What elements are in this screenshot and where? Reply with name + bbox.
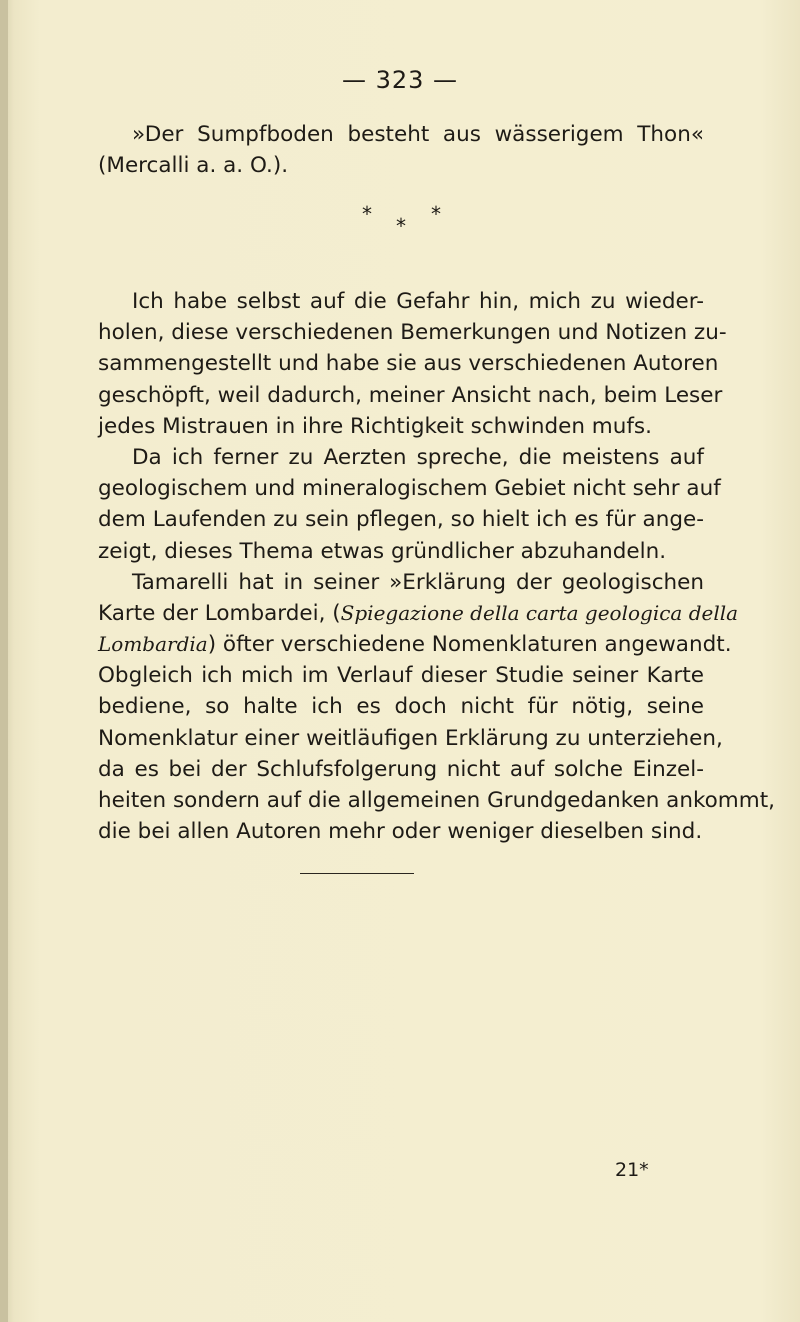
quote-line: (Mercalli a. a. O.). <box>98 153 289 179</box>
text-line: dem Laufenden zu sein pflegen, so hielt ich es für ange- <box>98 507 704 533</box>
body-text <box>98 286 775 847</box>
asterisk: * <box>396 214 406 238</box>
text-line <box>98 629 732 660</box>
text-line: geschöpft, weil dadurch, meiner Ansicht nach, beim Leser <box>98 382 723 408</box>
page-number: — 323 — <box>341 66 459 94</box>
text-line: da es bei der Schlufsfolgerung nicht auf solche Einzel- <box>98 756 704 782</box>
text-line <box>98 598 739 629</box>
text-line: heiten sondern auf die allgemeinen Grundgedanken ankommt, <box>98 788 775 813</box>
text-segment: ) öfter verschiedene Nomenklaturen angewandt. <box>207 632 732 658</box>
text-line: Ich habe selbst auf die Gefahr hin, mich zu wieder- <box>132 289 704 314</box>
asterisk: * <box>362 202 372 226</box>
text-line: jedes Mistrauen in ihre Richtigkeit schwinden mufs. <box>98 413 652 439</box>
italic-title: Spiegazione della carta geologica della <box>340 600 739 625</box>
text-line: die bei allen Autoren mehr oder weniger dieselben sind. <box>98 819 703 845</box>
text-line: zeigt, dieses Thema etwas gründlicher abzuhandeln. <box>98 538 667 564</box>
italic-title: Lombardia <box>98 632 208 657</box>
text-segment: Karte der Lombardei, ( <box>98 600 341 626</box>
text-line: Da ich ferner zu Aerzten spreche, die meistens auf <box>132 444 704 470</box>
text-line: Obgleich ich mich im Verlauf dieser Studie seiner Karte <box>98 663 704 689</box>
text-line: Tamarelli hat in seiner »Erklärung der geologischen <box>132 569 704 595</box>
text-line: sammengestellt und habe sie aus verschiedenen Autoren <box>98 351 719 377</box>
asterisk: * <box>431 202 441 226</box>
quote-block <box>98 119 704 181</box>
text-line: Nomenklatur einer weitläufigen Erklärung zu unterziehen, <box>98 725 723 751</box>
text-line: geologischem und mineralogischem Gebiet nicht sehr auf <box>98 476 721 502</box>
text-line: bediene, so halte ich es doch nicht für nötig, seine <box>98 694 704 720</box>
signature-mark: 21* <box>615 1159 649 1181</box>
text-line: holen, diese verschiedenen Bemerkungen und Notizen zu- <box>98 320 727 346</box>
page-spine-shadow <box>0 0 8 1322</box>
quote-line: »Der Sumpfboden besteht aus wässerigem Thon« <box>132 122 704 147</box>
end-rule <box>300 873 414 874</box>
section-break <box>0 200 800 240</box>
